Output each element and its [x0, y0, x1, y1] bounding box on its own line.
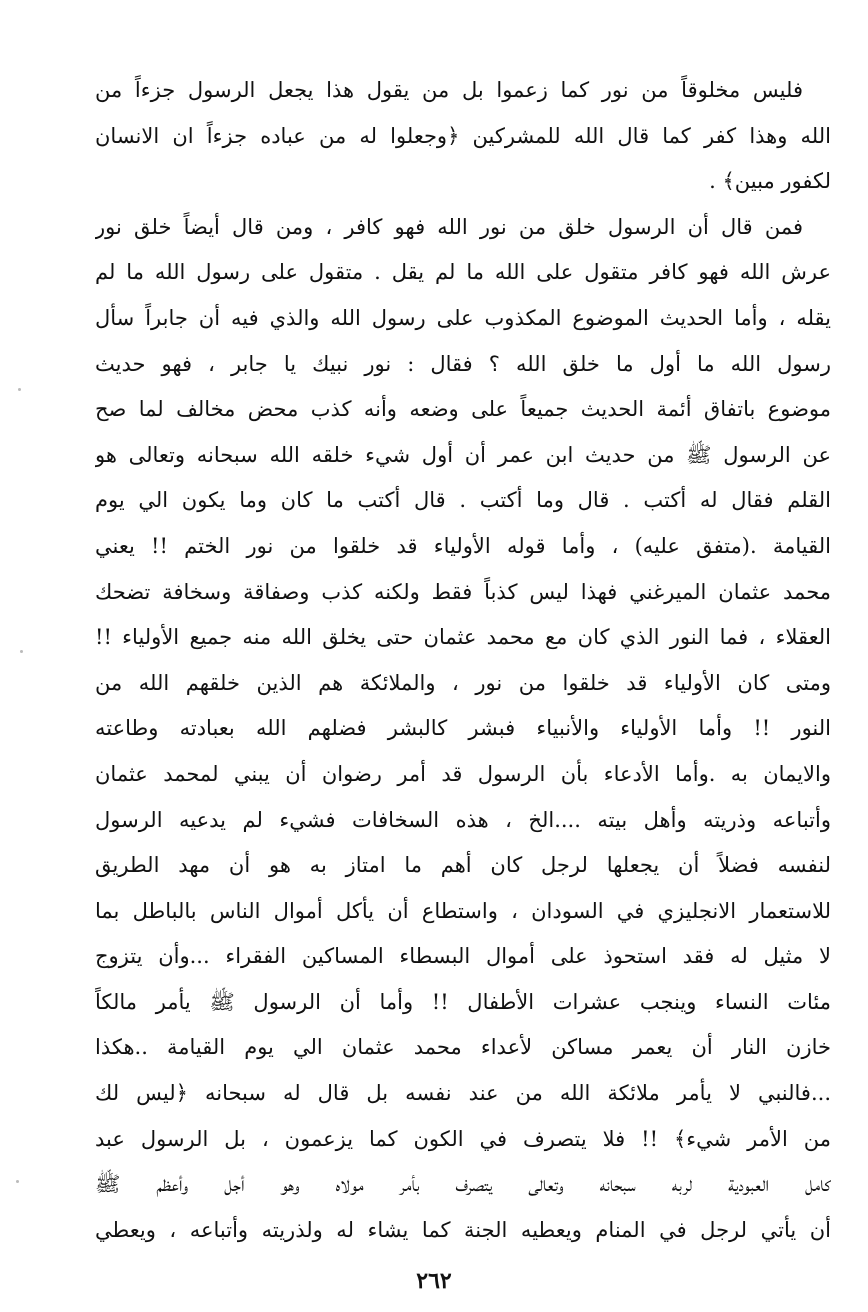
text-line: القلم فقال له أكتب . قال وما أكتب . قال أكتب ما كان وما يكون الي يوم — [95, 488, 831, 513]
page-number: ٢٦٢ — [416, 1268, 452, 1294]
text-line: موضوع باتفاق أئمة الحديث جميعاً على وضعه وأنه كذب محض مخالف لما صح — [95, 397, 831, 422]
text-line: محمد عثمان الميرغني فهذا ليس كذباً فقط ولكنه كذب وصفاقة وسخافة تضحك — [95, 579, 831, 604]
text-line: فليس مخلوقاً من نور كما زعموا بل من يقول هذا يجعل الرسول جزءاً من — [95, 78, 803, 102]
body-text — [95, 68, 831, 1253]
text-line: عرش الله فهو كافر متقول على الله ما لم يقل . متقول على رسول الله ما لم — [95, 260, 831, 285]
text-line: وأتباعه وذريته وأهل بيته ....الخ ، هذه السخافات فشيء لم يدعيه الرسول — [95, 807, 831, 832]
text-line: فمن قال أن الرسول خلق من نور الله فهو كافر ، ومن قال أيضاً خلق نور — [95, 214, 803, 239]
text-line: الله وهذا كفر كما قال الله للمشركين ﴿وجعلوا له من عباده جزءاً ان الانسان — [95, 123, 831, 148]
text-line: يقله ، وأما الحديث الموضوع المكذوب على رسول الله والذي فيه أن جابراً سأل — [95, 305, 831, 330]
text-line: والايمان به .وأما الأدعاء بأن الرسول قد أمر رضوان أن يبني لمحمد عثمان — [95, 761, 831, 786]
scan-speck — [20, 650, 23, 653]
text-line: لا مثيل له فقد استحوذ على أموال البسطاء المساكين الفقراء ...وأن يتزوج — [95, 944, 831, 969]
text-line: خازن النار أن يعمر مساكن لأعداء محمد عثمان الي يوم القيامة ..هكذا — [95, 1035, 831, 1060]
text-line: من الأمر شيء﴾ !! فلا يتصرف في الكون كما يزعمون ، بل الرسول عبد — [95, 1126, 831, 1151]
text-line: مئات النساء وينجب عشرات الأطفال !! وأما أن الرسول ﷺ يأمر مالكاً — [95, 989, 831, 1014]
text-line: ومتى كان الأولياء قد خلقوا من نور ، والملائكة هم الذين خلقهم الله من — [95, 670, 831, 695]
scan-speck — [16, 1180, 19, 1183]
text-line: رسول الله ما أول ما خلق الله ؟ فقال : نور نبيك يا جابر ، فهو حديث — [95, 351, 831, 376]
text-line: للاستعمار الانجليزي في السودان ، واستطاع أن يأكل أموال الناس بالباطل بما — [95, 898, 831, 923]
text-line: ...فالنبي لا يأمر ملائكة الله من عند نفسه بل قال له سبحانه ﴿ليس لك — [95, 1081, 831, 1106]
text-line: لكفور مبين﴾ . — [709, 169, 831, 194]
text-line: عن الرسول ﷺ من حديث ابن عمر أن أول شيء خلقه الله سبحانه وتعالى هو — [95, 442, 831, 467]
text-line: كامل العبودية لربه سبحانه وتعالى يتصرف بأمر مولاه وهو أجل وأعظم ﷺ — [95, 1172, 831, 1197]
text-line: لنفسه فضلاً أن يجعلها لرجل كان أهم ما امتاز به هو أن مهد الطريق — [95, 853, 831, 878]
scan-speck — [18, 388, 21, 391]
text-line: النور !! وأما الأولياء والأنبياء فبشر كالبشر فضلهم الله بعبادته وطاعته — [95, 716, 831, 741]
text-line: القيامة .(متفق عليه) ، وأما قوله الأولياء قد خلقوا من نور الختم !! يعني — [95, 533, 831, 558]
text-line: أن يأتي لرجل في المنام ويعطيه الجنة كما يشاء له ولذريته وأتباعه ، ويعطي — [95, 1217, 831, 1242]
text-line: العقلاء ، فما النور الذي كان مع محمد عثمان حتى يخلق الله منه جميع الأولياء !! — [95, 625, 831, 650]
